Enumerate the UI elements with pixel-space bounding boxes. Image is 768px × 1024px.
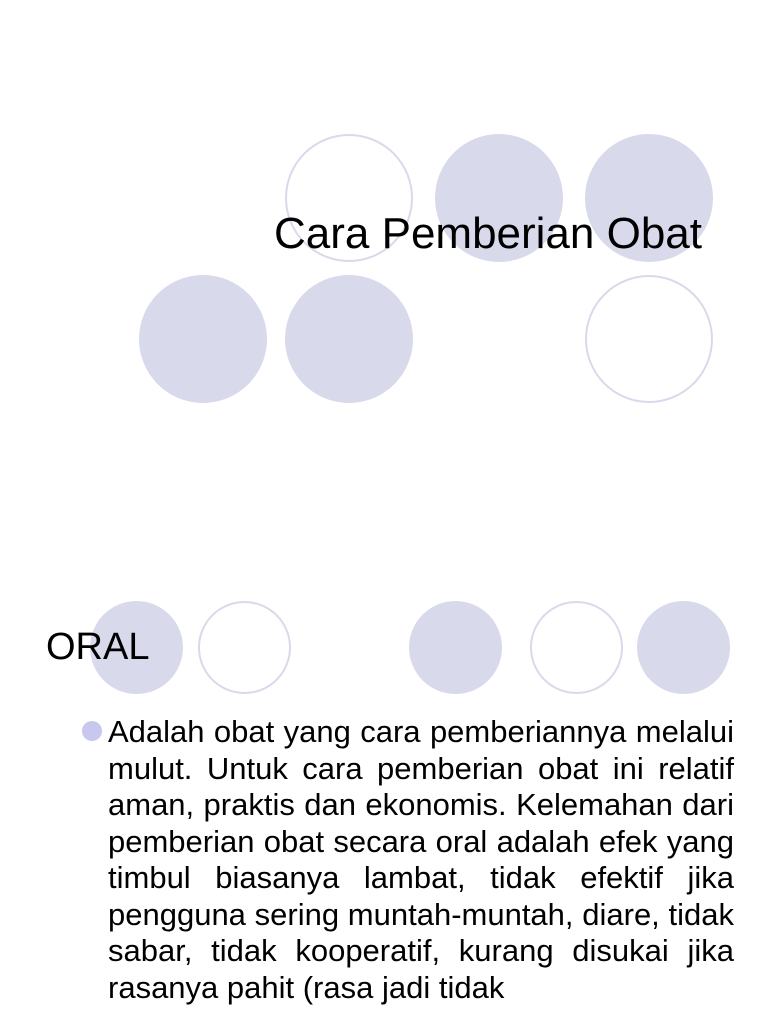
slide-title: Cara Pemberian Obat [274, 209, 702, 258]
decorative-circle-filled [139, 275, 267, 403]
bullet-item [80, 714, 734, 1006]
decorative-circle-outline [530, 601, 623, 694]
decorative-circle-filled [285, 275, 413, 403]
decorative-circle-filled [637, 601, 730, 694]
bullet-text: Adalah obat yang cara pemberiannya melalui mulut. Untuk cara pemberian obat ini relatif aman, praktis dan ekonomis. Kelemahan dari pemberian obat secara oral adalah efek yang timbul biasanya lambat, tidak efektif jika pengguna sering muntah-muntah, diare, tidak sabar, tidak kooperatif, kurang disukai jika rasanya pahit (rasa jadi tidak [108, 714, 734, 1005]
bullet-list [80, 714, 734, 1006]
decorative-circle-outline [585, 275, 713, 403]
decorative-circle-outline [198, 601, 291, 694]
decorative-circle-filled [409, 601, 502, 694]
slide-title: ORAL [46, 626, 150, 668]
bullet-dot-icon [82, 721, 102, 741]
content-slide [0, 520, 768, 1024]
